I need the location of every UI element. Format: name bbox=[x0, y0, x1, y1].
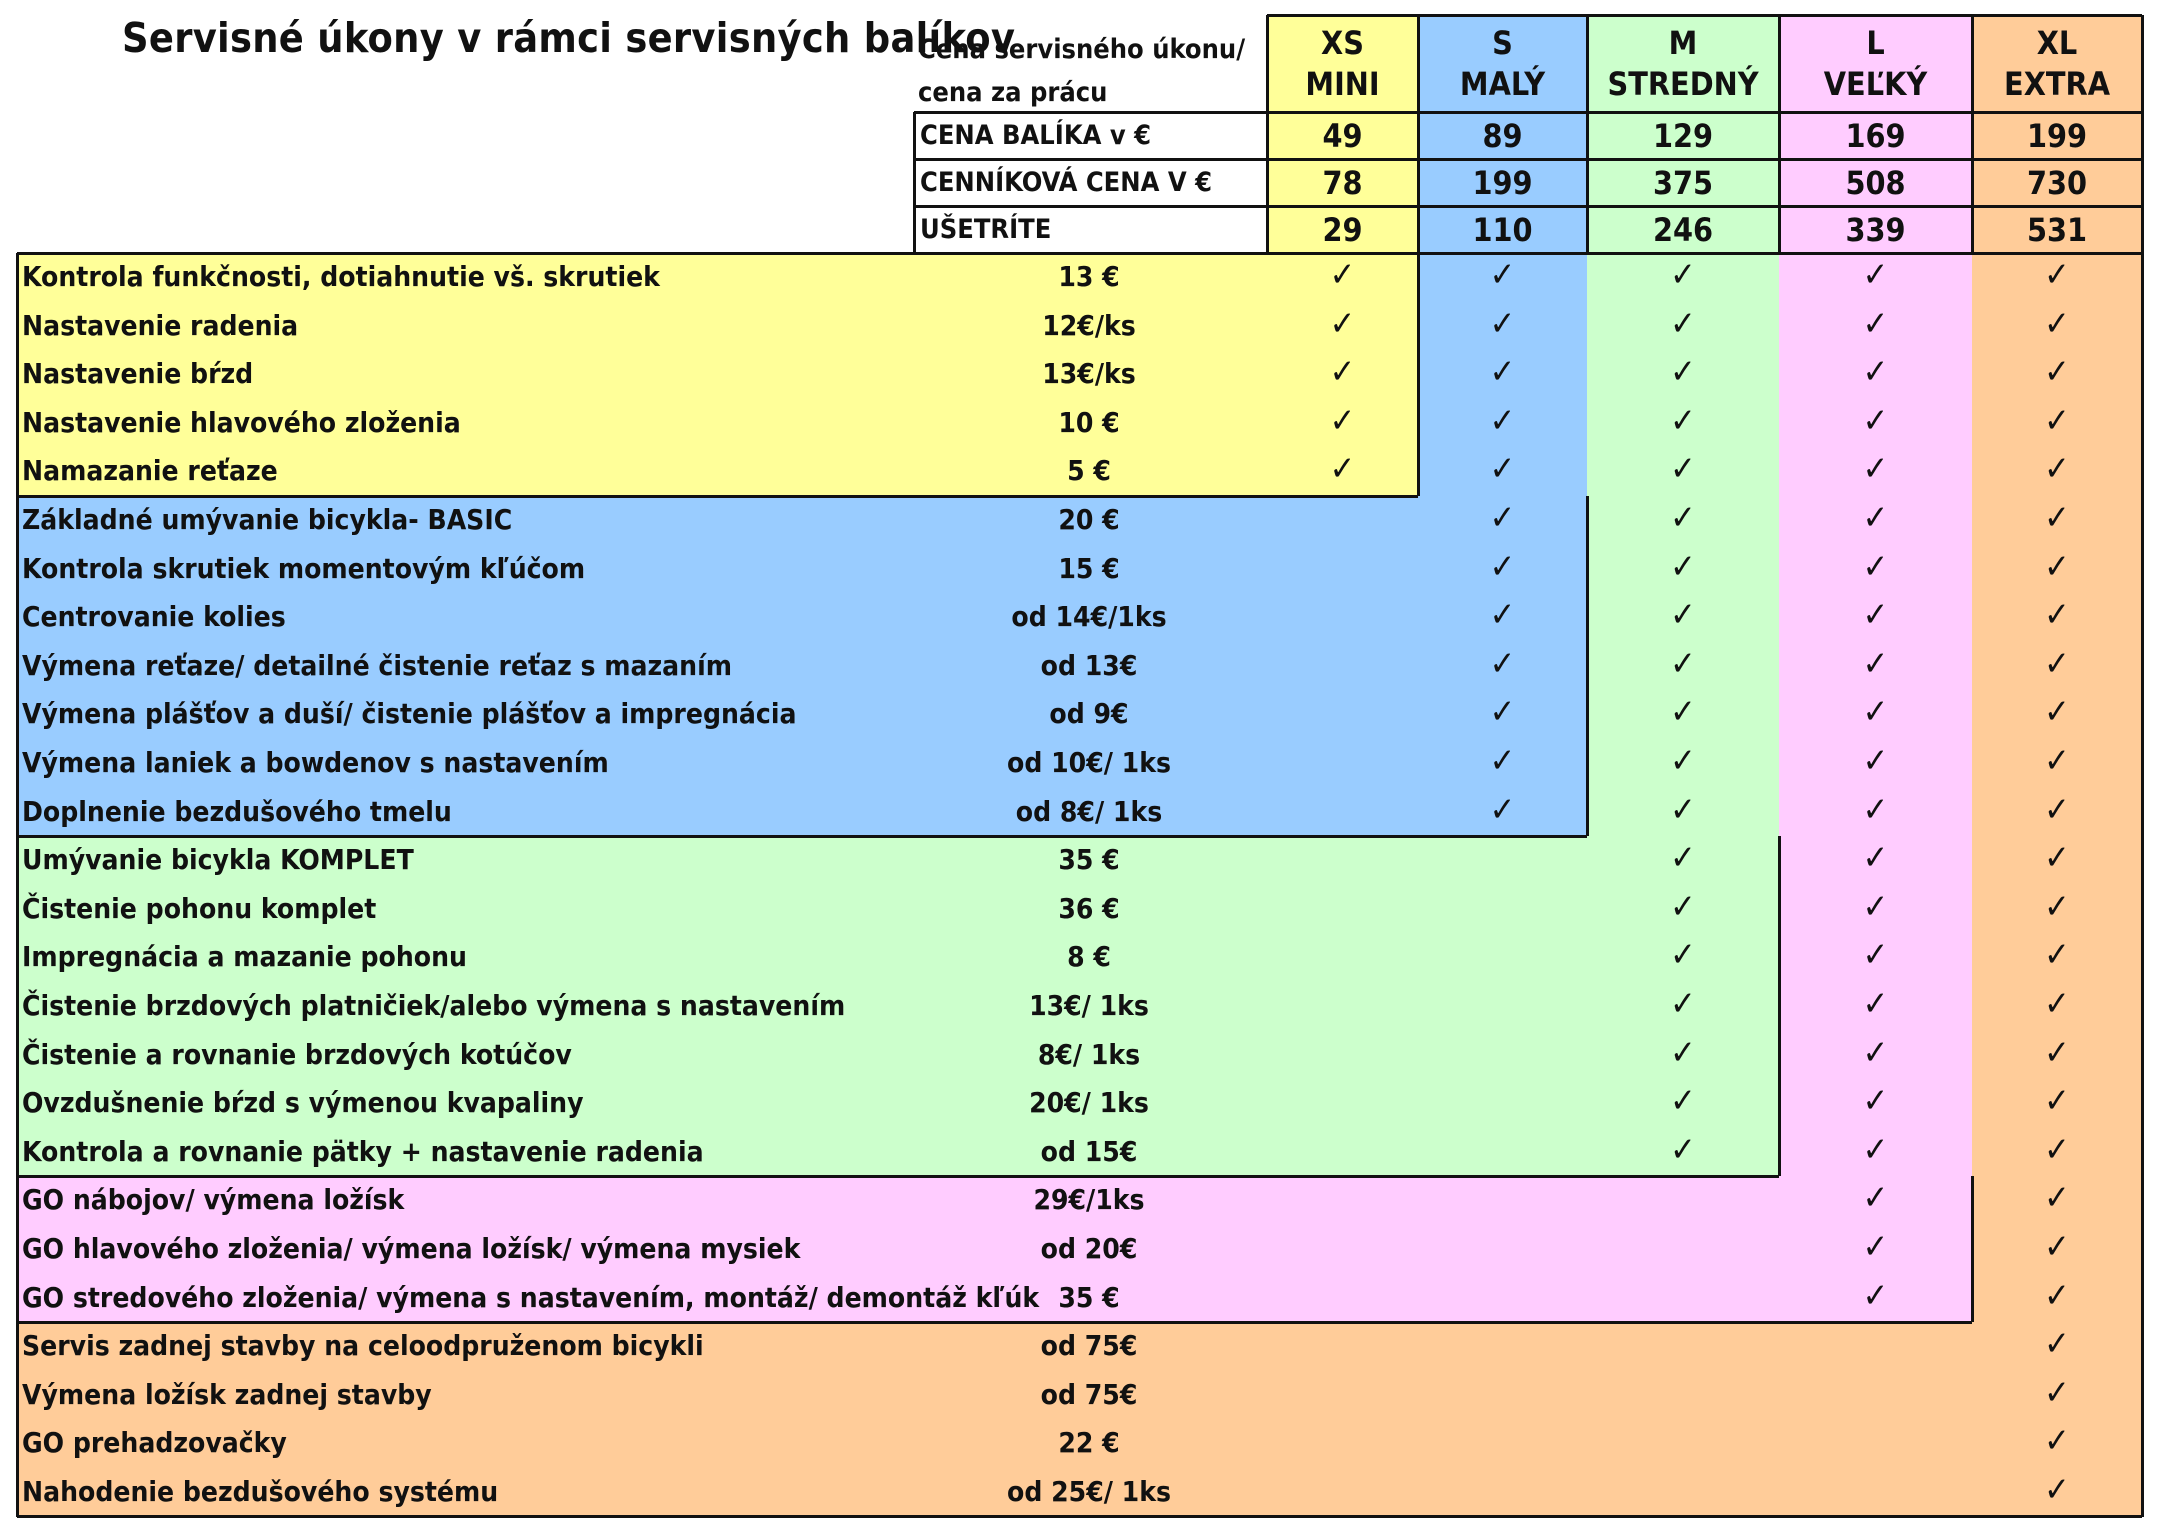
service-name: Nastavenie hlavového zloženia bbox=[22, 405, 461, 439]
price-caption: Cena servisného úkonu/ bbox=[918, 34, 1246, 65]
check-icon: ✓ bbox=[1862, 255, 1889, 295]
service-name: GO nábojov/ výmena ložísk bbox=[22, 1183, 405, 1217]
service-name: GO prehadzovačky bbox=[22, 1426, 287, 1460]
check-icon: ✓ bbox=[1489, 692, 1516, 733]
package-header-xs bbox=[1267, 23, 1418, 105]
service-name: Výmena ložísk zadnej stavby bbox=[22, 1377, 432, 1411]
service-name: Kontrola funkčnosti, dotiahnutie vš. skrutiek bbox=[22, 260, 660, 293]
service-name: GO stredového zloženia/ výmena s nastavením, montáž/ demontáž kľúk bbox=[22, 1280, 1040, 1314]
service-name: Výmena reťaze/ detailné čistenie reťaz s mazaním bbox=[22, 648, 732, 682]
price-value-xs: 29 bbox=[1322, 210, 1363, 249]
check-icon: ✓ bbox=[2044, 400, 2070, 441]
check-icon: ✓ bbox=[1862, 643, 1889, 684]
check-icon: ✓ bbox=[2044, 1275, 2070, 1316]
grid-line bbox=[1586, 15, 1589, 253]
check-icon: ✓ bbox=[1862, 595, 1889, 636]
check-icon: ✓ bbox=[2044, 1081, 2070, 1122]
check-icon: ✓ bbox=[2044, 1227, 2070, 1267]
check-icon: ✓ bbox=[2044, 838, 2070, 879]
grid-line bbox=[2141, 15, 2144, 253]
grid-line bbox=[1778, 836, 1781, 1176]
check-icon: ✓ bbox=[1862, 935, 1889, 976]
service-name: Nastavenie radenia bbox=[22, 308, 299, 342]
service-name: Nahodenie bezdušového systému bbox=[22, 1475, 499, 1508]
service-price: 12€/ks bbox=[1042, 308, 1136, 342]
service-name: Kontrola a rovnanie pätky + nastavenie radenia bbox=[22, 1134, 704, 1168]
check-icon: ✓ bbox=[1670, 400, 1696, 441]
check-icon: ✓ bbox=[2044, 255, 2070, 295]
check-icon: ✓ bbox=[2044, 352, 2070, 393]
check-icon: ✓ bbox=[1862, 838, 1889, 879]
package-header-m bbox=[1587, 23, 1779, 105]
check-icon: ✓ bbox=[1670, 692, 1696, 733]
service-name: Čistenie brzdových platničiek/alebo výmena s nastavením bbox=[22, 989, 846, 1022]
service-name: Čistenie a rovnanie brzdových kotúčov bbox=[22, 1037, 572, 1071]
service-name: Ovzdušnenie bŕzd s výmenou kvapaliny bbox=[22, 1086, 584, 1120]
price-row-label: CENA BALÍKA v € bbox=[920, 120, 1152, 151]
check-icon: ✓ bbox=[1489, 546, 1516, 587]
service-name: Výmena plášťov a duší/ čistenie plášťov a impregnácia bbox=[22, 697, 797, 731]
package-name: MALÝ bbox=[1459, 65, 1546, 103]
check-icon: ✓ bbox=[1862, 1032, 1889, 1073]
price-caption: cena za prácu bbox=[918, 77, 1108, 108]
check-icon: ✓ bbox=[1670, 595, 1696, 636]
check-icon: ✓ bbox=[1670, 449, 1696, 490]
check-icon: ✓ bbox=[2044, 1178, 2070, 1219]
grid-line bbox=[1971, 15, 1974, 253]
check-icon: ✓ bbox=[1670, 789, 1696, 830]
price-value-l: 339 bbox=[1845, 210, 1906, 249]
check-icon: ✓ bbox=[1862, 789, 1889, 830]
price-value-s: 89 bbox=[1482, 116, 1523, 155]
price-value-xs: 78 bbox=[1322, 163, 1363, 202]
check-icon: ✓ bbox=[1862, 741, 1889, 781]
service-name: Centrovanie kolies bbox=[22, 600, 286, 634]
page-title: Servisné úkony v rámci servisných balíkov bbox=[122, 14, 1016, 62]
price-value-xl: 730 bbox=[2026, 163, 2088, 202]
package-header-l bbox=[1779, 23, 1972, 105]
service-name: Výmena laniek a bowdenov s nastavením bbox=[22, 746, 609, 779]
service-price: od 75€ bbox=[1040, 1377, 1138, 1411]
check-icon: ✓ bbox=[1862, 303, 1889, 344]
check-icon: ✓ bbox=[1670, 352, 1696, 393]
grid-line bbox=[913, 112, 916, 253]
service-name: Základné umývanie bicykla- BASIC bbox=[22, 503, 513, 536]
check-icon: ✓ bbox=[1489, 303, 1516, 344]
price-value-xl: 199 bbox=[2026, 116, 2088, 155]
check-icon: ✓ bbox=[1862, 1227, 1889, 1267]
service-name: Čistenie pohonu komplet bbox=[22, 891, 377, 925]
check-icon: ✓ bbox=[1489, 449, 1516, 490]
check-icon: ✓ bbox=[2044, 692, 2070, 733]
check-icon: ✓ bbox=[1862, 546, 1889, 587]
service-price: od 13€ bbox=[1040, 648, 1138, 682]
service-name: Umývanie bicykla KOMPLET bbox=[22, 843, 414, 877]
price-value-l: 169 bbox=[1845, 116, 1906, 155]
check-icon: ✓ bbox=[1489, 400, 1516, 441]
service-name: Doplnenie bezdušového tmelu bbox=[22, 794, 452, 828]
grid-line bbox=[17, 495, 1418, 498]
service-price: 10 € bbox=[1058, 405, 1120, 439]
check-icon: ✓ bbox=[2044, 886, 2070, 927]
check-icon: ✓ bbox=[1670, 546, 1696, 587]
service-name: GO hlavového zloženia/ výmena ložísk/ výmena mysiek bbox=[22, 1232, 801, 1265]
check-icon: ✓ bbox=[1670, 1081, 1696, 1122]
check-icon: ✓ bbox=[1329, 449, 1356, 490]
check-icon: ✓ bbox=[1670, 984, 1696, 1024]
check-icon: ✓ bbox=[2044, 595, 2070, 636]
check-icon: ✓ bbox=[2044, 303, 2070, 344]
grid-line bbox=[2141, 253, 2144, 1517]
check-icon: ✓ bbox=[1489, 643, 1516, 684]
service-price: od 25€/ 1ks bbox=[1007, 1475, 1171, 1508]
service-price: 13€/ 1ks bbox=[1029, 989, 1149, 1022]
grid-line bbox=[1267, 14, 2142, 17]
check-icon: ✓ bbox=[2044, 1032, 2070, 1073]
check-icon: ✓ bbox=[1489, 741, 1516, 781]
check-icon: ✓ bbox=[1862, 352, 1889, 393]
check-icon: ✓ bbox=[1862, 449, 1889, 490]
service-price: 15 € bbox=[1058, 551, 1120, 585]
check-icon: ✓ bbox=[1670, 303, 1696, 344]
service-price: od 8€/ 1ks bbox=[1015, 794, 1163, 828]
check-icon: ✓ bbox=[1862, 1178, 1889, 1219]
price-value-xs: 49 bbox=[1322, 116, 1363, 155]
check-icon: ✓ bbox=[2044, 789, 2070, 830]
service-price: od 75€ bbox=[1040, 1329, 1138, 1363]
service-name: Impregnácia a mazanie pohonu bbox=[22, 940, 467, 974]
package-header-xl bbox=[1972, 23, 2142, 105]
check-icon: ✓ bbox=[1862, 400, 1889, 441]
grid-line bbox=[914, 111, 2142, 114]
check-icon: ✓ bbox=[1489, 789, 1516, 830]
check-icon: ✓ bbox=[1489, 498, 1516, 538]
check-icon: ✓ bbox=[1670, 1032, 1696, 1073]
package-code: S bbox=[1492, 24, 1513, 62]
service-price: 8 € bbox=[1067, 940, 1111, 974]
package-code: M bbox=[1668, 24, 1698, 62]
grid-line bbox=[1266, 15, 1269, 253]
price-value-m: 375 bbox=[1652, 163, 1714, 202]
grid-line bbox=[914, 205, 2142, 208]
check-icon: ✓ bbox=[1489, 255, 1516, 295]
grid-line bbox=[17, 1321, 1972, 1324]
price-value-m: 246 bbox=[1652, 210, 1714, 249]
price-row-label: UŠETRÍTE bbox=[920, 214, 1052, 245]
grid-line bbox=[17, 1515, 2142, 1518]
check-icon: ✓ bbox=[2044, 1421, 2070, 1462]
check-icon: ✓ bbox=[2044, 741, 2070, 781]
check-icon: ✓ bbox=[1670, 498, 1696, 538]
check-icon: ✓ bbox=[2044, 1129, 2070, 1170]
grid-line bbox=[1586, 496, 1589, 836]
package-code: XS bbox=[1321, 24, 1364, 62]
check-icon: ✓ bbox=[1862, 1275, 1889, 1316]
price-value-xl: 531 bbox=[2026, 210, 2088, 249]
service-price: 35 € bbox=[1058, 1280, 1120, 1314]
grid-line bbox=[17, 835, 1587, 838]
service-price: 8€/ 1ks bbox=[1037, 1037, 1141, 1071]
check-icon: ✓ bbox=[1329, 352, 1356, 393]
service-price: od 9€ bbox=[1049, 697, 1129, 731]
service-name: Servis zadnej stavby na celoodpruženom bicykli bbox=[22, 1329, 704, 1363]
check-icon: ✓ bbox=[1329, 255, 1356, 295]
price-value-s: 199 bbox=[1472, 163, 1533, 202]
service-price: od 14€/1ks bbox=[1011, 600, 1167, 634]
package-name: STREDNÝ bbox=[1607, 65, 1759, 103]
package-header-s bbox=[1418, 23, 1587, 105]
check-icon: ✓ bbox=[1670, 255, 1696, 295]
price-value-m: 129 bbox=[1652, 116, 1714, 155]
service-price: 36 € bbox=[1058, 891, 1120, 925]
check-icon: ✓ bbox=[1862, 1129, 1889, 1170]
check-icon: ✓ bbox=[2044, 935, 2070, 976]
check-icon: ✓ bbox=[1670, 886, 1696, 927]
service-price: 13 € bbox=[1058, 260, 1120, 293]
package-code: L bbox=[1866, 24, 1885, 62]
check-icon: ✓ bbox=[1862, 1081, 1889, 1122]
package-code: XL bbox=[2036, 24, 2078, 62]
service-price: 35 € bbox=[1058, 843, 1120, 877]
check-icon: ✓ bbox=[2044, 546, 2070, 587]
package-name: VEĽKÝ bbox=[1823, 65, 1928, 103]
service-price: od 10€/ 1ks bbox=[1007, 746, 1171, 779]
service-price: 20€/ 1ks bbox=[1029, 1086, 1149, 1120]
price-row-label: CENNÍKOVÁ CENA V € bbox=[920, 167, 1213, 198]
check-icon: ✓ bbox=[2044, 449, 2070, 490]
grid-line bbox=[1971, 1176, 1974, 1322]
service-price: 5 € bbox=[1067, 454, 1111, 488]
service-price: 13€/ks bbox=[1042, 357, 1136, 391]
check-icon: ✓ bbox=[2044, 1324, 2070, 1365]
check-icon: ✓ bbox=[1670, 1129, 1696, 1170]
service-name: Nastavenie bŕzd bbox=[22, 357, 254, 391]
service-price: od 15€ bbox=[1040, 1134, 1138, 1168]
package-name: EXTRA bbox=[2004, 65, 2110, 103]
check-icon: ✓ bbox=[1862, 498, 1889, 538]
grid-line bbox=[914, 158, 2142, 161]
service-price: 29€/1ks bbox=[1033, 1183, 1145, 1217]
check-icon: ✓ bbox=[1329, 303, 1356, 344]
check-icon: ✓ bbox=[1670, 643, 1696, 684]
check-icon: ✓ bbox=[1670, 741, 1696, 781]
check-icon: ✓ bbox=[1862, 984, 1889, 1024]
check-icon: ✓ bbox=[1670, 935, 1696, 976]
service-price: od 20€ bbox=[1040, 1232, 1138, 1265]
check-icon: ✓ bbox=[2044, 1372, 2070, 1413]
service-price: 20 € bbox=[1058, 503, 1120, 536]
check-icon: ✓ bbox=[1670, 838, 1696, 879]
grid-line bbox=[1417, 15, 1420, 253]
grid-line bbox=[17, 1175, 1779, 1178]
check-icon: ✓ bbox=[1862, 692, 1889, 733]
check-icon: ✓ bbox=[2044, 1470, 2070, 1510]
grid-line bbox=[1778, 15, 1781, 253]
check-icon: ✓ bbox=[1329, 400, 1356, 441]
check-icon: ✓ bbox=[2044, 643, 2070, 684]
service-price: 22 € bbox=[1058, 1426, 1120, 1460]
grid-line bbox=[16, 253, 19, 1517]
service-name: Namazanie reťaze bbox=[22, 454, 278, 488]
service-name: Kontrola skrutiek momentovým kľúčom bbox=[22, 551, 586, 585]
check-icon: ✓ bbox=[1862, 886, 1889, 927]
price-value-s: 110 bbox=[1472, 210, 1533, 249]
check-icon: ✓ bbox=[2044, 984, 2070, 1024]
check-icon: ✓ bbox=[1489, 595, 1516, 636]
check-icon: ✓ bbox=[2044, 498, 2070, 538]
package-name: MINI bbox=[1305, 65, 1380, 103]
check-icon: ✓ bbox=[1489, 352, 1516, 393]
price-value-l: 508 bbox=[1845, 163, 1906, 202]
grid-line bbox=[1417, 253, 1420, 496]
grid-line bbox=[17, 252, 2142, 255]
